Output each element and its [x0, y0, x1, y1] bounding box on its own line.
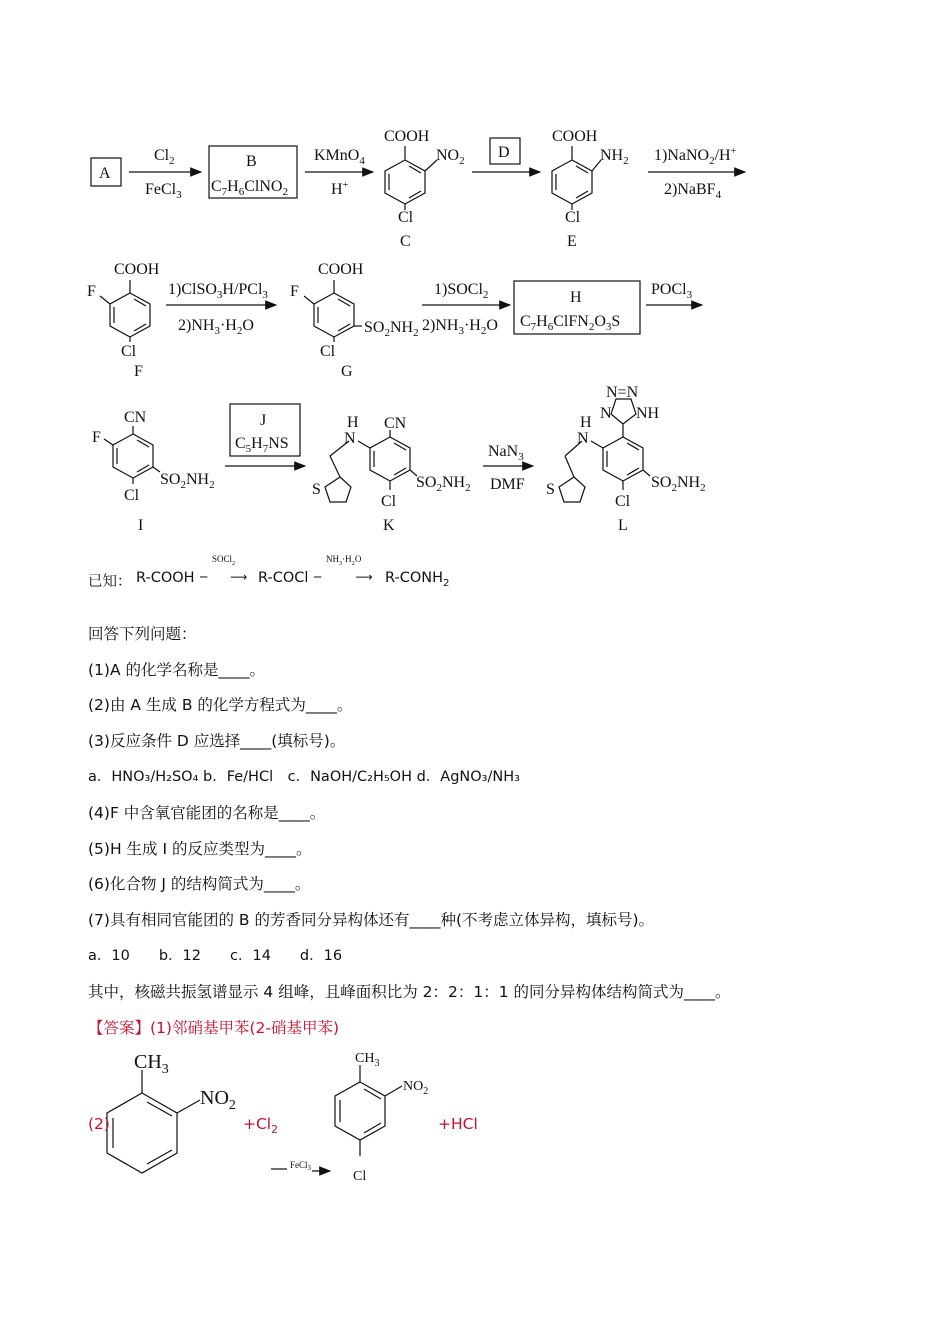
- question-7: (7)具有相同官能团的 B 的芳香同分异构体还有____种(不考虑立体异构，填标号)。: [88, 911, 655, 929]
- I-cl: Cl: [124, 487, 140, 504]
- known-arrow1: ─ ⟶: [200, 570, 248, 584]
- L-nh-h: H: [580, 414, 592, 431]
- question-2: (2)由 A 生成 B 的化学方程式为____。: [88, 696, 353, 714]
- known-rcooh: R-COOH: [136, 570, 195, 586]
- answer-1: 【答案】(1)邻硝基甲苯(2-硝基甲苯): [88, 1019, 340, 1037]
- label-C: C: [400, 233, 411, 250]
- L-tetrazole-top: N=N: [606, 384, 639, 401]
- arrow5-step2: $2)NH_3\cdot H_2O$: [178, 317, 254, 337]
- answer-product-cl: Cl: [353, 1169, 367, 1184]
- arrow9-reagent: NaN$_3$: [488, 443, 524, 463]
- K-n: N: [344, 430, 356, 447]
- questions-intro: 回答下列问题：: [88, 625, 197, 643]
- label-E: E: [567, 233, 577, 250]
- answer-reactant-ch3: $CH_3$: [134, 1051, 169, 1077]
- answer-2-prefix: (2): [88, 1115, 110, 1133]
- K-cl: Cl: [381, 493, 397, 510]
- K-cn: CN: [384, 415, 407, 432]
- answer-plus-hcl: +HCl: [438, 1115, 478, 1133]
- answer-reactant-ring: [107, 1093, 177, 1173]
- answer-product-no2: $NO_2$: [403, 1079, 429, 1097]
- label-I: I: [138, 517, 144, 534]
- thiophene-K: [325, 477, 351, 502]
- question-4: (4)F 中含氧官能团的名称是____。: [88, 804, 326, 822]
- formula-J: $C_5H_7NS$: [235, 435, 289, 455]
- I-cn: CN: [124, 409, 147, 426]
- L-so2nh2: $SO_2NH_2$: [651, 474, 706, 494]
- K-s: S: [312, 481, 321, 498]
- E-cl: Cl: [565, 209, 581, 226]
- I-so2nh2: $SO_2NH_2$: [160, 471, 215, 491]
- F-cl: Cl: [121, 343, 137, 360]
- formula-H: $C_7H_6ClFN_2O_3S$: [520, 313, 621, 333]
- arrow4-step1: 1)NaNO$_2$/H+: [654, 146, 737, 167]
- E-nh2: $NH_2$: [600, 147, 629, 167]
- F-f: F: [87, 283, 96, 300]
- L-tetrazole-n: N: [600, 405, 612, 422]
- answer-product-ring: [335, 1082, 385, 1140]
- arrow6-step1: 1)SOCl$_2$: [434, 281, 489, 301]
- ring-L: [603, 437, 643, 481]
- K-so2nh2: $SO_2NH_2$: [416, 474, 471, 494]
- C-cl: Cl: [398, 209, 414, 226]
- G-f: F: [290, 283, 299, 300]
- label-K: K: [383, 517, 395, 534]
- ring-I: [113, 434, 153, 478]
- label-G: G: [341, 363, 353, 380]
- question-7-extra: 其中，核磁共振氢谱显示 4 组峰，且峰面积比为 2：2：1：1 的同分异构体结构简式为____。: [88, 983, 731, 1001]
- L-n: N: [577, 430, 589, 447]
- L-s: S: [546, 481, 555, 498]
- question-3: (3)反应条件 D 应选择____(填标号)。: [88, 732, 346, 750]
- L-tetrazole-nh: NH: [636, 405, 660, 422]
- G-so2nh2: $SO_2NH_2$: [364, 319, 419, 339]
- C-no2: $NO_2$: [436, 147, 465, 167]
- arrow1-reagent: $Cl_2$: [154, 147, 175, 167]
- F-cooh: COOH: [114, 261, 160, 278]
- label-L: L: [618, 517, 628, 534]
- known-rconh2: $R-CONH_2$: [385, 570, 450, 589]
- question-7-options: a．10 b．12 c．14 d．16: [88, 948, 343, 964]
- question-1: (1)A 的化学名称是____。: [88, 661, 265, 679]
- known-reagent1: SOCl$_2$: [212, 554, 236, 567]
- thiophene-L: [559, 477, 585, 502]
- known-reagent2: $NH_3\cdot H_2O$: [326, 554, 362, 567]
- arrow9-solvent: DMF: [490, 476, 525, 493]
- answer-product-ch3: $CH_3$: [355, 1051, 380, 1069]
- ring-E: [552, 160, 592, 204]
- answer-plus-cl2: $+Cl_2$: [243, 1115, 279, 1137]
- label-A: A: [99, 165, 111, 182]
- arrow4-step2: 2)NaBF$_4$: [664, 181, 722, 201]
- ring-F: [110, 293, 150, 337]
- E-cooh: COOH: [552, 128, 598, 145]
- ring-G: [314, 293, 354, 337]
- answer-arrow-label: FeCl$_3$: [290, 1160, 312, 1172]
- label-D: D: [498, 144, 510, 161]
- arrow1-catalyst: FeCl$_3$: [145, 181, 182, 201]
- known-arrow2: ─ ⟶: [314, 570, 373, 584]
- label-J: J: [260, 412, 267, 429]
- known-prefix: 已知：: [88, 574, 132, 590]
- question-5: (5)H 生成 I 的反应类型为____。: [88, 840, 312, 858]
- label-B: B: [246, 153, 257, 170]
- arrow6-step2: $2)NH_3\cdot H_2O$: [422, 317, 498, 337]
- L-cl: Cl: [615, 493, 631, 510]
- ring-C: [385, 160, 425, 204]
- K-nh-h: H: [347, 414, 359, 431]
- arrow5-step1: 1)ClSO$_3$H/PCl$_3$: [168, 281, 268, 301]
- G-cl: Cl: [320, 343, 336, 360]
- arrow2-acid: H+: [331, 180, 349, 198]
- C-cooh: COOH: [384, 128, 430, 145]
- formula-B: $C_7H_6ClNO_2$: [211, 178, 288, 198]
- G-cooh: COOH: [318, 261, 364, 278]
- I-f: F: [92, 429, 101, 446]
- arrow7-reagent: POCl$_3$: [651, 281, 693, 301]
- question-6: (6)化合物 J 的结构简式为____。: [88, 875, 311, 893]
- label-H: H: [570, 289, 582, 306]
- arrow2-reagent: KMnO$_4$: [314, 147, 365, 167]
- ring-K: [370, 437, 410, 481]
- tetrazole-L: [611, 399, 636, 424]
- question-3-options: a．HNO₃/H₂SO₄ b．Fe/HCl c．NaOH/C₂H₅OH d．AgNO₃/NH₃: [88, 769, 520, 785]
- answer-reactant-no2: $NO_2$: [200, 1087, 236, 1113]
- known-rcocl: R-COCl: [258, 570, 309, 586]
- label-F: F: [134, 363, 143, 380]
